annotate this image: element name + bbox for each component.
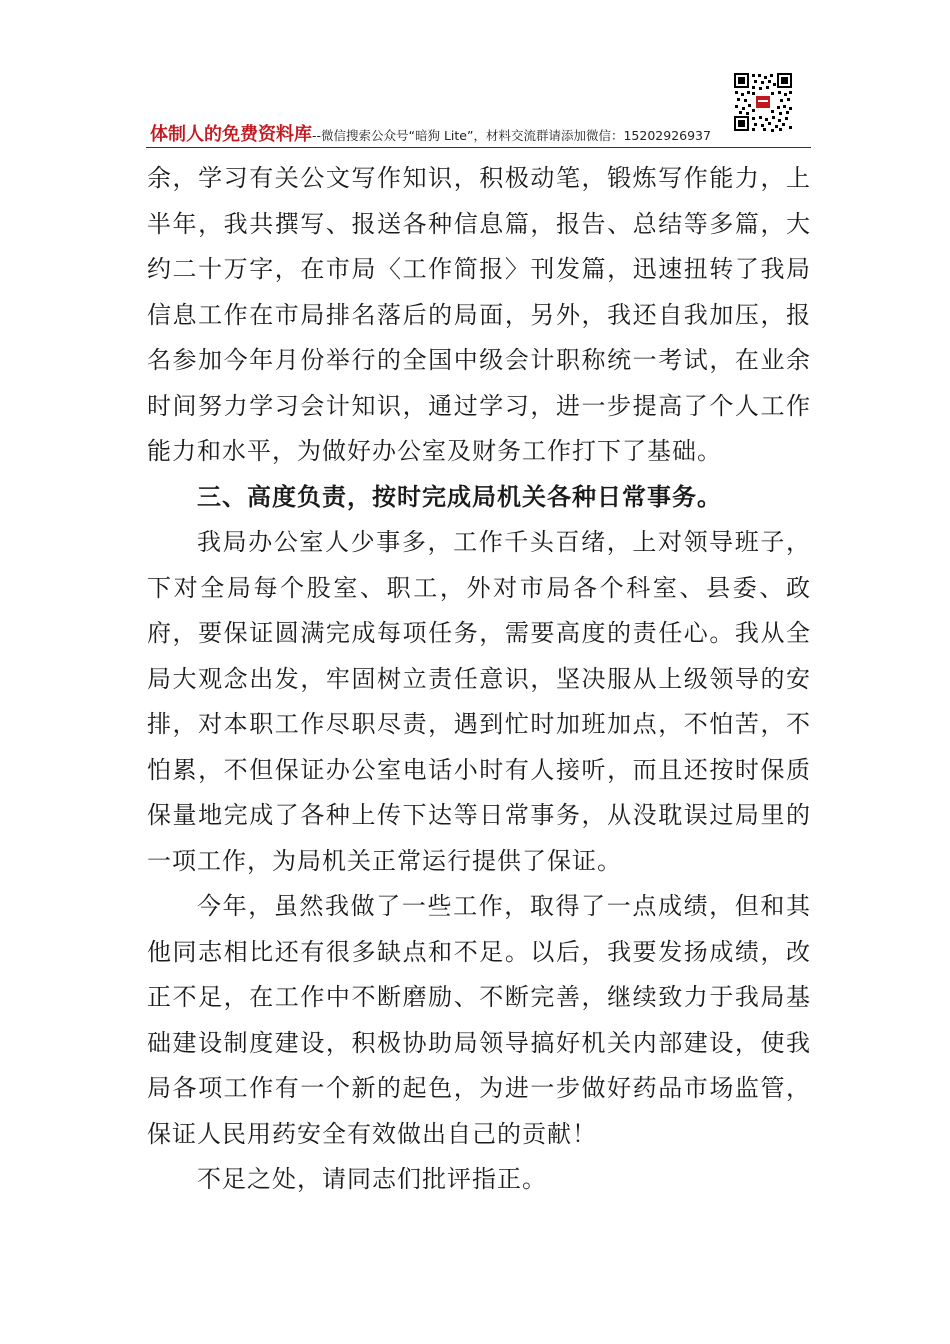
- header-brand: 体制人的免费资料库: [150, 124, 312, 145]
- header-note: --微信搜索公众号“暗狗 Lite”，材料交流群请添加微信：15202926937: [312, 128, 711, 143]
- paragraph-continuation: 余，学习有关公文写作知识，积极动笔，锻炼写作能力，上半年，我共撰写、报送各种信息篇，报告、总结等多篇，大约二十万字，在市局〈工作简报〉刊发篇，迅速扭转了我局信息工作在市局排名落后的局面，另外，我还自我加压，报名参加今年月份举行的全国中级会计职称统一考试，在业余时间努力学习会计知识，通过学习，进一步提高了个人工作能力和水平，为做好办公室及财务工作打下了基础。: [147, 164, 811, 465]
- paragraph-closing: 不足之处，请同志们批评指正。: [197, 1165, 547, 1193]
- paragraph-office-duties: 我局办公室人少事多，工作千头百绪，上对领导班子，下对全局每个股室、职工，外对市局各个科室、县委、政府，要保证圆满完成每项任务，需要高度的责任心。我从全局大观念出发，牢固树立责任意识，坚决服从上级领导的安排，对本职工作尽职尽责，遇到忙时加班加点，不怕苦，不怕累，不但保证办公室电话小时有人接听，而且还按时保质保量地完成了各种上传下达等日常事务，从没耽误过局里的一项工作，为局机关正常运行提供了保证。: [147, 528, 811, 875]
- document-body: [147, 156, 811, 1203]
- paragraph-summary: 今年，虽然我做了一些工作，取得了一点成绩，但和其他同志相比还有很多缺点和不足。以后，我要发扬成绩，改正不足，在工作中不断磨励、不断完善，继续致力于我局基础建设制度建设，积极协助局领导搞好机关内部建设，使我局各项工作有一个新的起色，为进一步做好药品市场监管，保证人民用药安全有效做出自己的贡献！: [147, 892, 811, 1148]
- header-divider: [146, 147, 811, 148]
- document-header: [150, 120, 790, 146]
- section-heading: 三、高度负责，按时完成局机关各种日常事务。: [197, 482, 722, 511]
